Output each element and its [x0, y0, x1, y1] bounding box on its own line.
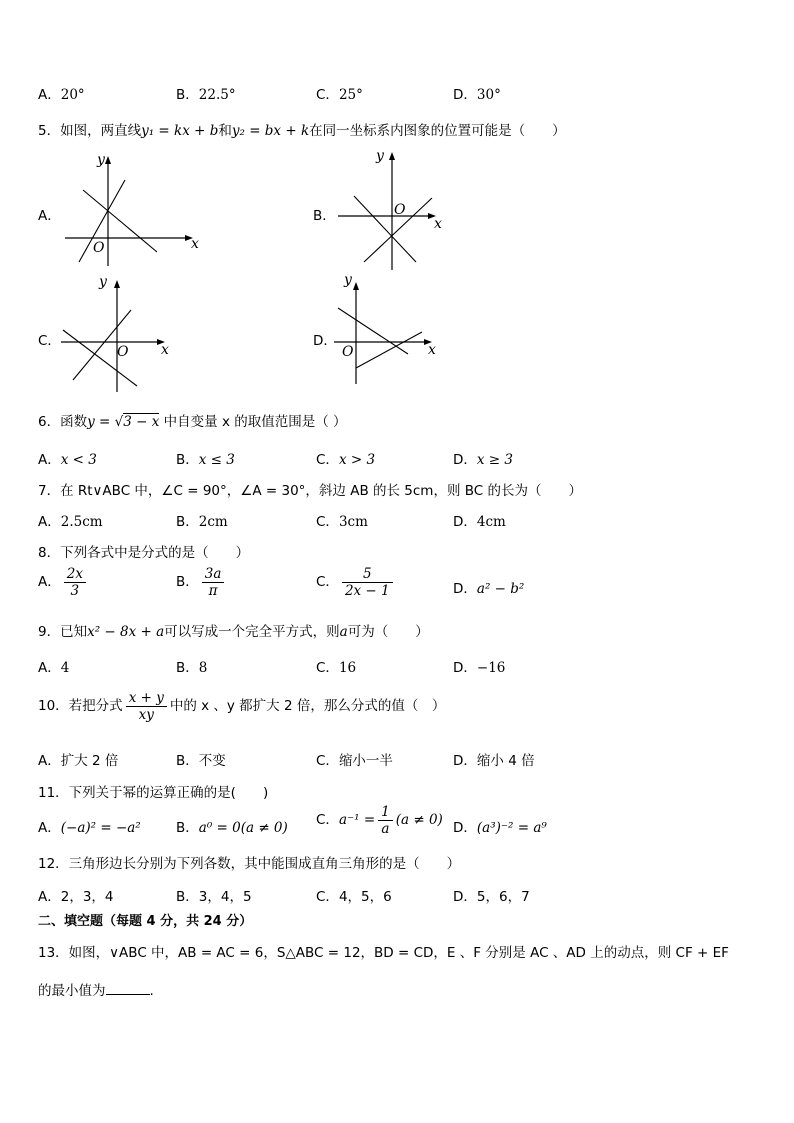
q6-stem: 6．函数y = √3 − x 中自变量 x 的取值范围是（ ）: [38, 414, 347, 430]
q13-stem-line2: 的最小值为 .: [38, 983, 154, 999]
q7-option-a: A．2.5cm: [38, 514, 103, 530]
svg-text:y: y: [376, 148, 384, 164]
q5-graph-a: [55, 148, 205, 268]
q12-stem: 12．三角形边长分别为下列各数，其中能围成直角三角形的是（ ）: [38, 856, 461, 872]
q5-graph-b-label: B．: [313, 208, 336, 224]
q5-graph-c-label: C．: [38, 333, 61, 349]
q5-graph-b: [330, 142, 460, 274]
svg-text:y: y: [97, 152, 105, 168]
q8-option-b: B． $\frac{3a}{\pi}$: [176, 566, 227, 599]
svg-text:y: y: [344, 272, 352, 288]
q9-option-a: A．4: [38, 660, 70, 676]
svg-text:O: O: [394, 202, 406, 218]
q11-option-b: B．a⁰ = 0(a ≠ 0): [176, 820, 288, 836]
q5-graph-c: [55, 268, 175, 396]
q4-option-d: D．30°: [453, 87, 501, 103]
q9-stem: 9．已知x² − 8x + a可以写成一个完全平方式，则a可为（ ）: [38, 624, 429, 640]
section-heading: 二、填空题（每题 4 分，共 24 分）: [38, 914, 253, 929]
q7-option-d: D．4cm: [453, 514, 506, 530]
q6-option-c: C．x > 3: [316, 452, 376, 468]
q6-option-a: A．x < 3: [38, 452, 97, 468]
svg-text:O: O: [342, 344, 354, 360]
q11-option-c: C．a⁻¹ = $\frac{1}{a}$ (a ≠ 0): [316, 804, 443, 837]
svg-text:x: x: [191, 236, 199, 252]
q9-option-d: D．−16: [453, 660, 506, 676]
q10-option-c: C．缩小一半: [316, 753, 393, 769]
q8-option-c: C． $\frac{5}{2x - 1}$: [316, 566, 396, 599]
q8-stem: 8．下列各式中是分式的是（ ）: [38, 545, 250, 561]
svg-text:x: x: [428, 342, 436, 358]
q6-option-b: B．x ≤ 3: [176, 452, 235, 468]
q6-option-d: D．x ≥ 3: [453, 452, 514, 468]
q9-option-b: B．8: [176, 660, 208, 676]
svg-text:x: x: [434, 216, 442, 232]
q12-option-a: A．2，3，4: [38, 889, 114, 905]
q5-stem: 5．如图，两直线y₁ = kx + b和y₂ = bx + k在同一坐标系内图象的位置可能是（ ）: [38, 123, 566, 139]
q10-option-d: D．缩小 4 倍: [453, 753, 535, 769]
q10-option-b: B．不变: [176, 753, 226, 769]
q8-option-a: A． $\frac{2x}{3}$: [38, 566, 89, 599]
q10-stem: 10．若把分式 $\frac{x + y}{xy}$ 中的 x 、y 都扩大 2 倍，那么分式的值（ ）: [38, 690, 446, 723]
q11-option-d: D．(a³)⁻² = a⁹: [453, 820, 547, 836]
q4-option-a: A．20°: [38, 87, 85, 103]
q4-option-c: C．25°: [316, 87, 363, 103]
svg-text:y: y: [99, 274, 107, 290]
svg-text:x: x: [161, 342, 169, 358]
q13-stem-line1: 13．如图，∨ABC 中，AB = AC = 6，S△ABC = 12，BD = CD，E 、F 分别是 AC 、AD 上的动点，则 CF + EF: [38, 945, 729, 961]
q5-graph-d: [330, 268, 450, 388]
q7-option-c: C．3cm: [316, 514, 368, 530]
q12-option-d: D．5，6，7: [453, 889, 530, 905]
q7-stem: 7．在 Rt∨ABC 中，∠C = 90°，∠A = 30°，斜边 AB 的长 5cm，则 BC 的长为（ ）: [38, 483, 582, 499]
svg-text:O: O: [117, 344, 129, 360]
q11-option-a: A．(−a)² = −a²: [38, 820, 141, 836]
sqrt-sign: √3 − x: [114, 414, 160, 430]
q8-option-d: D．a² − b²: [453, 581, 525, 597]
q5-graph-a-label: A．: [38, 208, 61, 224]
svg-text:O: O: [93, 240, 105, 256]
q7-option-b: B．2cm: [176, 514, 228, 530]
q11-stem: 11．下列关于幂的运算正确的是( ): [38, 785, 269, 801]
q4-option-b: B．22.5°: [176, 87, 236, 103]
q9-option-c: C．16: [316, 660, 357, 676]
answer-blank[interactable]: [106, 982, 150, 995]
q12-option-b: B．3，4，5: [176, 889, 252, 905]
q10-option-a: A．扩大 2 倍: [38, 753, 119, 769]
q12-option-c: C．4，5，6: [316, 889, 392, 905]
q5-graph-d-label: D．: [313, 333, 337, 349]
